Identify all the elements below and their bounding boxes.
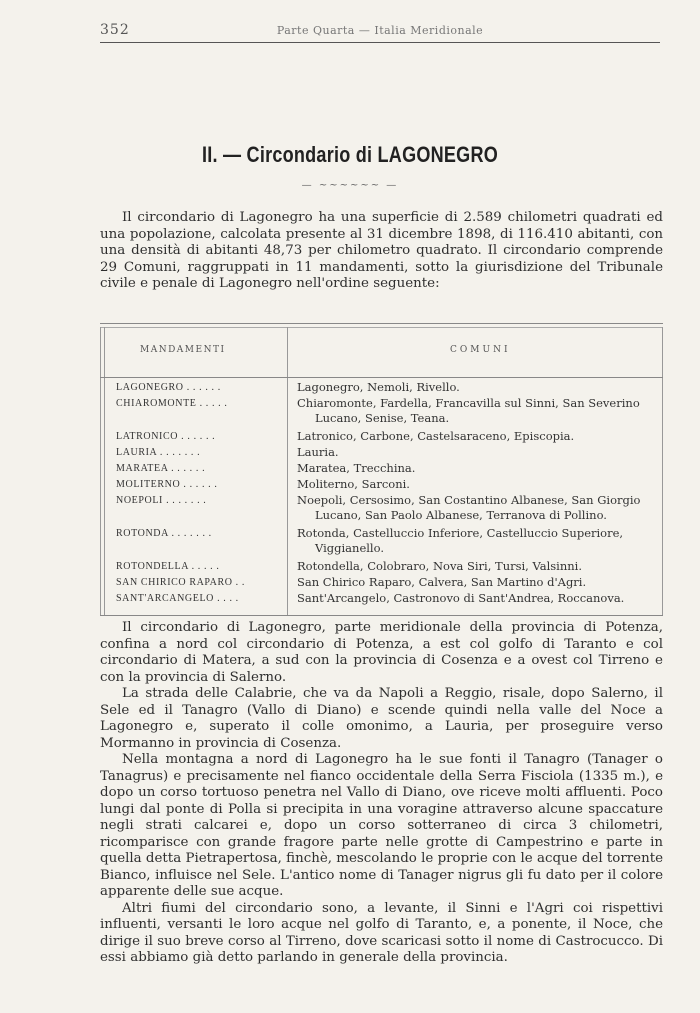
body-paragraph: La strada delle Calabrie, che va da Napoli a Reggio, risale, dopo Salerno, il Sele ed il Tanagro (Vallo di Diano) e scende quindi nella valle del Noce a Lagonegro e, superato il colle omonimo, a Lauria, per proseguire verso Mormanno in provincia di Cosenza. [100, 686, 663, 751]
mandamento-name: LAURIA . . . . . . . [116, 447, 201, 458]
mandamenti-table [100, 323, 663, 616]
body-paragraph: Il circondario di Lagonegro, parte meridionale della provincia di Potenza, confina a nord col circondario di Potenza, a est col golfo di Taranto e col circondario di Matera, a sud con la provincia di Cosenza e a ovest col Tirreno e con la provincia di Salerno. [100, 620, 663, 685]
comuni-list: Chiaromonte, Fardella, Francavilla sul Sinni, San Severino Lucano, Senise, Teana. [297, 396, 640, 425]
chapter-title: II. — Circondario di LAGONEGRO [201, 142, 499, 167]
mandamento-name: SANT'ARCANGELO . . . . [116, 593, 239, 604]
table-rule [100, 327, 663, 328]
comuni-list: Rotondella, Colobraro, Nova Siri, Tursi, Valsinni. [297, 559, 583, 573]
mandamento-name: LATRONICO . . . . . . [116, 431, 216, 442]
table-header-rule [100, 377, 663, 378]
comuni-list: San Chirico Raparo, Calvera, San Martino d'Agri. [297, 575, 587, 589]
intro-paragraph: Il circondario di Lagonegro ha una superficie di 2.589 chilometri quadrati ed una popolazione, calcolata presente al 31 dicembre 1898, di 116.410 abitanti, con una densità di abitanti 48,73 per chilometro quadrato. Il circondario comprende 29 Comuni, raggruppati in 11 mandamenti, sotto la giurisdizione del Tribunale civile e penale di Lagonegro nell'ordine seguente: [100, 210, 663, 291]
body-paragraph: Nella montagna a nord di Lagonegro ha le sue fonti il Tanagro (Tanager o Tanagrus) e precisamente nel fianco occidentale della Serra Fisciola (1335 m.), e dopo un corso tortuoso penetra nel Vallo di Diano, ove riceve molti affluenti. Poco lungi dal ponte di Polla si precipita in una voragine attraverso alcune spaccature negli strati calcarei e, dopo un corso sotterraneo di circa 3 chilometri, ricomparisce con grande fragore parte nelle grotte di Campestrino e parte in quella detta Pietrapertosa, finchè, mescolando le proprie con le acque del torrente Bianco, influisce nel Sele. L'antico nome di Tanager nigrus gli fu dato per il colore apparente delle sue acque. [100, 752, 663, 899]
title-ornament: — ~~~~~~ — [301, 180, 399, 191]
running-head [100, 22, 660, 43]
table-rule [100, 615, 663, 616]
comuni-list: Rotonda, Castelluccio Inferiore, Castelluccio Superiore, Viggianello. [297, 526, 624, 555]
page-number: 352 [100, 22, 130, 38]
body-text [100, 620, 663, 967]
body-paragraph: Altri fiumi del circondario sono, a levante, il Sinni e l'Agri coi rispettivi influenti, versanti le loro acque nel golfo di Taranto, e, a ponente, il Noce, che dirige il suo breve corso al Tirreno, dove scaricasi sotto il nome di Castrocucco. Di essi abbiamo già detto parlando in generale della provincia. [100, 900, 663, 965]
running-title: Parte Quarta — Italia Meridionale [276, 24, 484, 37]
table-border-left [100, 327, 101, 616]
mandamento-name: ROTONDA . . . . . . . [116, 528, 212, 539]
table-border-left-inner [104, 327, 105, 616]
comuni-list: Maratea, Trecchina. [297, 461, 416, 475]
table-rule [100, 323, 663, 324]
comuni-list: Lauria. [297, 445, 339, 459]
mandamento-name: SAN CHIRICO RAPARO . . [116, 577, 245, 588]
table-column-divider [287, 327, 288, 616]
comuni-list: Lagonegro, Nemoli, Rivello. [297, 380, 460, 394]
mandamento-name: CHIAROMONTE . . . . . [116, 398, 228, 409]
comuni-list: Latronico, Carbone, Castelsaraceno, Episcopia. [297, 429, 575, 443]
mandamento-name: ROTONDELLA . . . . . [116, 561, 220, 572]
comuni-list: Noepoli, Cersosimo, San Costantino Albanese, San Giorgio Lucano, San Paolo Albanese, Terranova di Pollino. [297, 493, 641, 522]
comuni-list: Moliterno, Sarconi. [297, 477, 410, 491]
column-header-comuni: COMUNI [450, 345, 511, 355]
comuni-list: Sant'Arcangelo, Castronovo di Sant'Andrea, Roccanova. [297, 591, 625, 605]
mandamento-name: MOLITERNO . . . . . . [116, 479, 218, 490]
mandamento-name: NOEPOLI . . . . . . . [116, 495, 207, 506]
mandamento-name: LAGONEGRO . . . . . . [116, 382, 221, 393]
mandamento-name: MARATEA . . . . . . [116, 463, 206, 474]
column-header-mandamenti: MANDAMENTI [140, 345, 226, 355]
